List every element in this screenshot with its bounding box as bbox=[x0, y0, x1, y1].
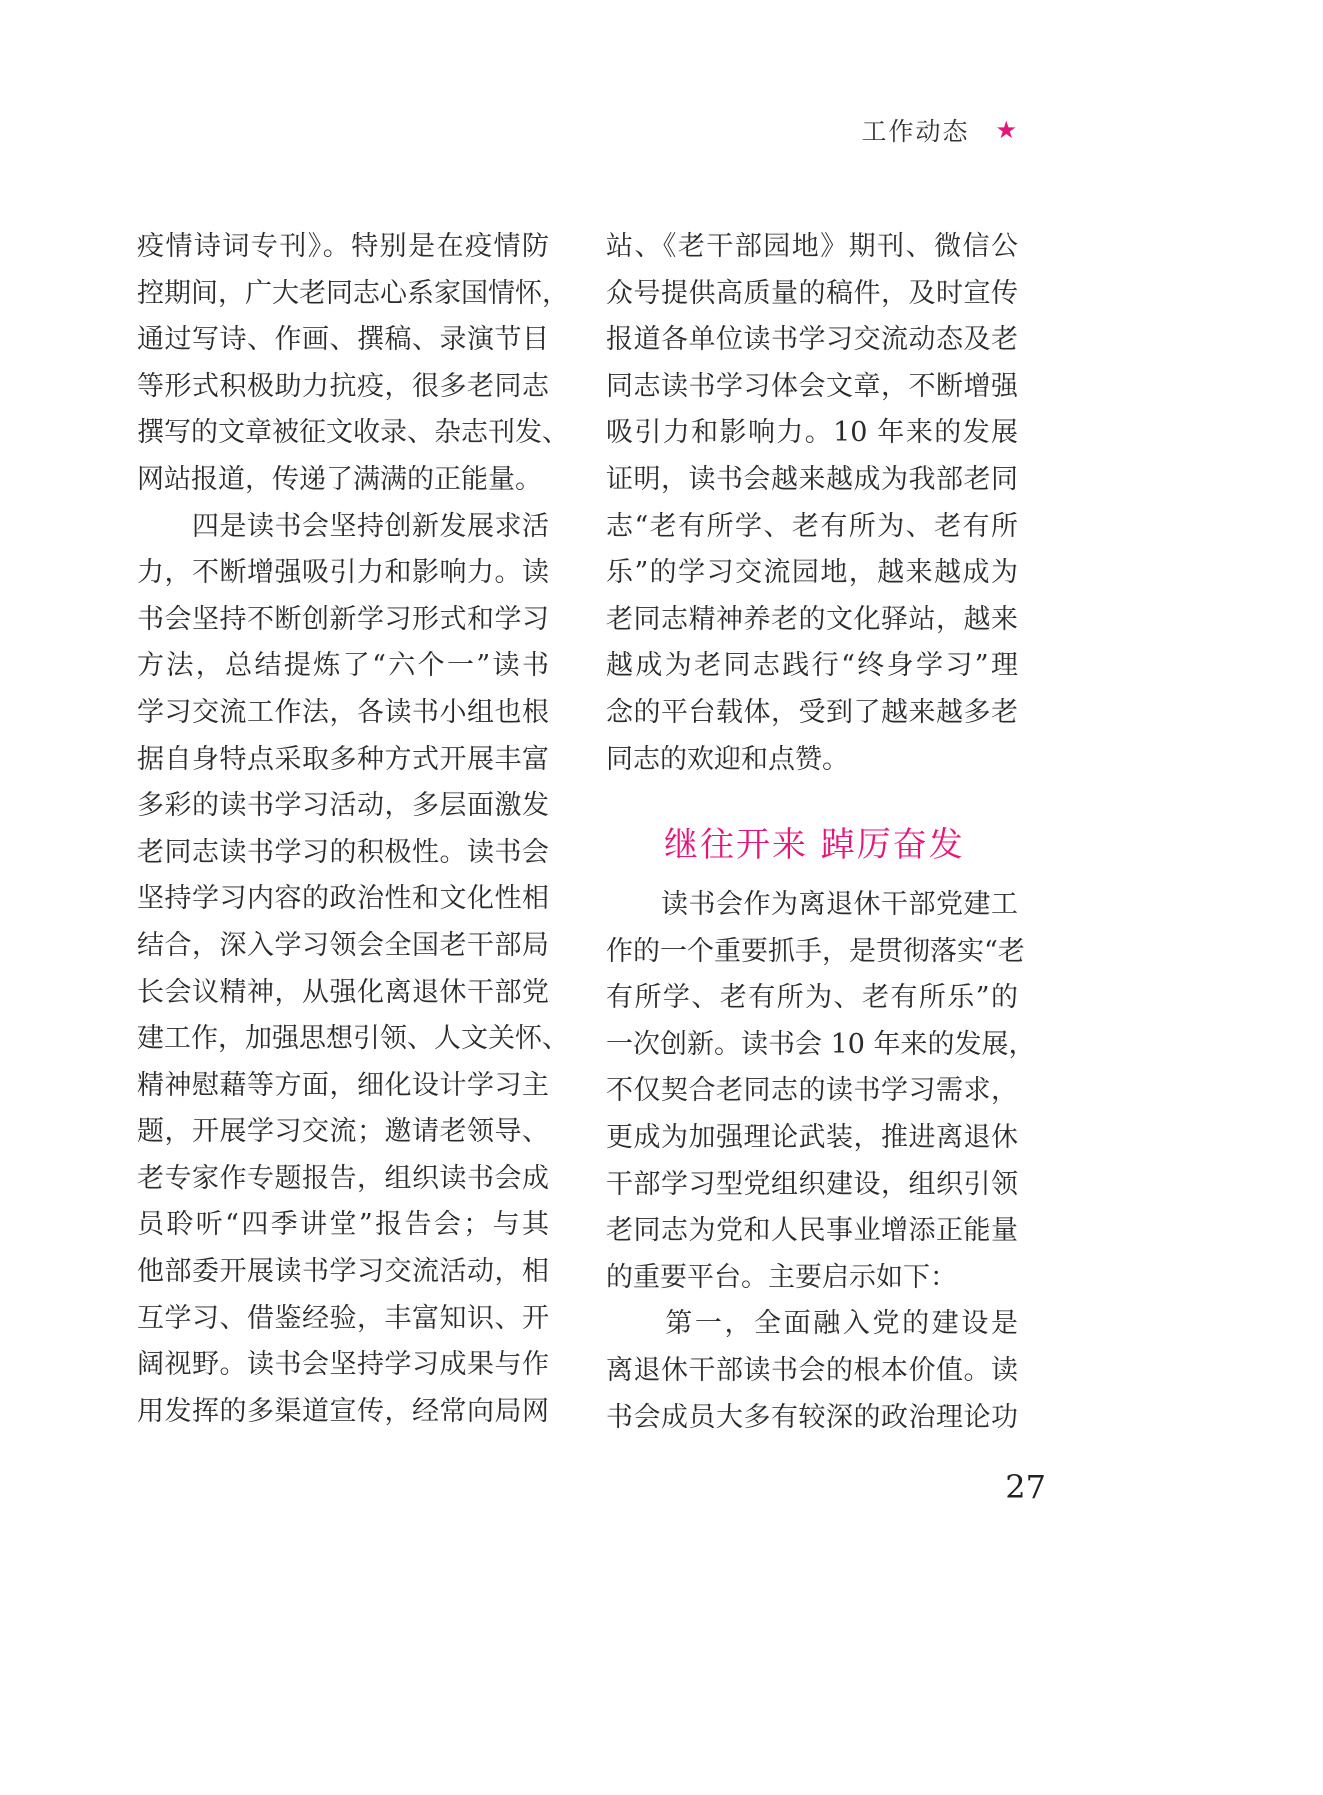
page-number: 27 bbox=[1005, 1468, 1046, 1506]
text-line: 第一，全面融入党的建设是 bbox=[606, 1308, 1018, 1340]
section-subheading: 继往开来 踔厉奋发 bbox=[664, 825, 965, 865]
text-line: 干部学习型党组织建设，组织引领 bbox=[606, 1168, 1018, 1200]
star-icon: ★ bbox=[995, 116, 1017, 144]
text-line: 志“老有所学、老有所为、老有所 bbox=[606, 510, 1018, 542]
text-line: 证明，读书会越来越成为我部老同 bbox=[606, 463, 1018, 495]
text-line: 不仅契合老同志的读书学习需求， bbox=[606, 1075, 1018, 1107]
text-line: 书会坚持不断创新学习形式和学习 bbox=[137, 603, 549, 635]
text-line: 报道各单位读书学习交流动态及老 bbox=[606, 324, 1018, 356]
text-line: 学习交流工作法，各读书小组也根 bbox=[137, 696, 549, 728]
text-line: 众号提供高质量的稿件，及时宣传 bbox=[606, 277, 1018, 309]
text-line: 吸引力和影响力。10 年来的发展 bbox=[606, 417, 1018, 449]
text-line: 精神慰藉等方面，细化设计学习主 bbox=[137, 1069, 549, 1101]
text-line: 互学习、借鉴经验，丰富知识、开 bbox=[137, 1302, 549, 1334]
text-line: 更成为加强理论武装，推进离退休 bbox=[606, 1121, 1018, 1153]
text-line: 用发挥的多渠道宣传，经常向局网 bbox=[137, 1395, 549, 1427]
text-line: 多彩的读书学习活动，多层面激发 bbox=[137, 790, 549, 822]
text-line: 员聆听“四季讲堂”报告会；与其 bbox=[137, 1209, 549, 1241]
text-line: 念的平台载体，受到了越来越多老 bbox=[606, 696, 1018, 728]
text-line: 老同志读书学习的积极性。读书会 bbox=[137, 836, 549, 868]
text-line: 控期间，广大老同志心系家国情怀， bbox=[137, 277, 569, 309]
text-line: 读书会作为离退休干部党建工 bbox=[606, 889, 1018, 920]
right-column-bottom bbox=[606, 882, 1036, 1441]
text-line: 的重要平台。主要启示如下： bbox=[606, 1261, 957, 1293]
text-line: 站、《老干部园地》期刊、微信公 bbox=[606, 231, 1018, 262]
text-line: 乐”的学习交流园地，越来越成为 bbox=[606, 557, 1018, 589]
text-line: 老同志为党和人民事业增添正能量 bbox=[606, 1215, 1018, 1247]
section-title: 工作动态 bbox=[861, 117, 970, 146]
text-line: 有所学、老有所为、老有所乐”的 bbox=[606, 982, 1018, 1014]
text-line: 等形式积极助力抗疫，很多老同志 bbox=[137, 370, 549, 402]
left-column bbox=[137, 224, 569, 1435]
text-line: 书会成员大多有较深的政治理论功 bbox=[606, 1401, 1018, 1433]
text-line: 力，不断增强吸引力和影响力。读 bbox=[137, 557, 549, 589]
text-line: 同志读书学习体会文章，不断增强 bbox=[606, 370, 1018, 402]
text-line: 同志的欢迎和点赞。 bbox=[606, 743, 849, 775]
text-line: 阔视野。读书会坚持学习成果与作 bbox=[137, 1349, 549, 1381]
text-line: 建工作，加强思想引领、人文关怀、 bbox=[137, 1023, 569, 1055]
running-header bbox=[861, 112, 1017, 148]
text-line: 撰写的文章被征文收录、杂志刊发、 bbox=[137, 417, 569, 449]
text-line: 作的一个重要抓手，是贯彻落实“老 bbox=[606, 935, 1025, 967]
text-line: 老同志精神养老的文化驿站，越来 bbox=[606, 603, 1018, 635]
text-line: 通过写诗、作画、撰稿、录演节目 bbox=[137, 324, 549, 356]
text-line: 一次创新。读书会 10 年来的发展， bbox=[606, 1028, 1036, 1060]
text-line: 老专家作专题报告，组织读书会成 bbox=[137, 1162, 549, 1194]
right-column-top bbox=[606, 224, 1018, 783]
text-line: 据自身特点采取多种方式开展丰富 bbox=[137, 743, 549, 775]
text-line: 四是读书会坚持创新发展求活 bbox=[137, 510, 549, 542]
text-line: 越成为老同志践行“终身学习”理 bbox=[606, 650, 1018, 682]
text-line: 长会议精神，从强化离退休干部党 bbox=[137, 976, 549, 1008]
text-line: 网站报道，传递了满满的正能量。 bbox=[137, 463, 542, 495]
text-line: 题，开展学习交流；邀请老领导、 bbox=[137, 1116, 549, 1148]
text-line: 疫情诗词专刊》。特别是在疫情防 bbox=[137, 231, 549, 262]
text-line: 方法，总结提炼了“六个一”读书 bbox=[137, 650, 549, 682]
text-line: 结合，深入学习领会全国老干部局 bbox=[137, 929, 549, 961]
text-line: 离退休干部读书会的根本价值。读 bbox=[606, 1354, 1018, 1386]
text-line: 他部委开展读书学习交流活动，相 bbox=[137, 1256, 549, 1288]
text-line: 坚持学习内容的政治性和文化性相 bbox=[137, 883, 549, 915]
